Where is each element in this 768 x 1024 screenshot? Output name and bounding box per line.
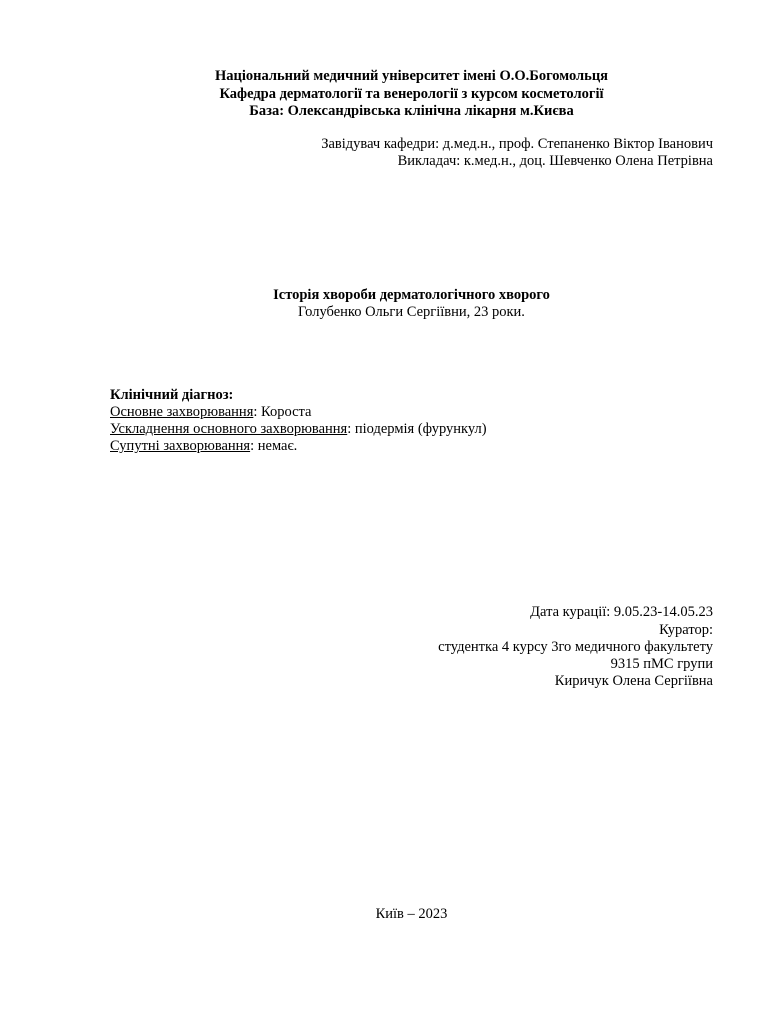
diagnosis-concomitant-value: : немає. bbox=[250, 438, 298, 454]
curator-label: Куратор: bbox=[659, 622, 713, 638]
diagnosis-complication bbox=[110, 421, 713, 438]
university-name: Національний медичний університет імені О.О.Богомольця bbox=[214, 68, 609, 84]
document-title: Історія хвороби дерматологічного хворого bbox=[273, 287, 550, 303]
department-name: Кафедра дерматології та венерології з курсом косметології bbox=[219, 86, 604, 102]
city-year: Київ – 2023 bbox=[375, 906, 448, 922]
patient-name: Голубенко Ольги Сергіївни, 23 роки. bbox=[298, 304, 525, 320]
diagnosis-main-label: Основне захворювання bbox=[110, 404, 254, 420]
curation-dates: Дата курації: 9.05.23-14.05.23 bbox=[530, 604, 713, 620]
diagnosis-heading: Клінічний діагноз: bbox=[110, 387, 234, 403]
diagnosis-main bbox=[110, 404, 713, 421]
department-head: Завідувач кафедри: д.мед.н., проф. Степаненко Віктор Іванович bbox=[321, 136, 713, 152]
teacher: Викладач: к.мед.н., доц. Шевченко Олена Петрівна bbox=[397, 153, 713, 169]
curator-group: 9315 пМС групи bbox=[610, 656, 713, 672]
curator-name: Киричук Олена Сергіївна bbox=[554, 673, 713, 689]
curator-course: студентка 4 курсу 3го медичного факультету bbox=[438, 639, 713, 655]
diagnosis-concomitant-label: Супутні захворювання bbox=[110, 438, 251, 454]
diagnosis-concomitant bbox=[110, 438, 713, 455]
clinical-base: База: Олександрівська клінічна лікарня м.Києва bbox=[249, 103, 574, 119]
diagnosis-main-value: : Короста bbox=[253, 404, 312, 420]
diagnosis-complication-label: Ускладнення основного захворювання bbox=[110, 421, 348, 437]
diagnosis-complication-value: : піодермія (фурункул) bbox=[347, 421, 487, 437]
